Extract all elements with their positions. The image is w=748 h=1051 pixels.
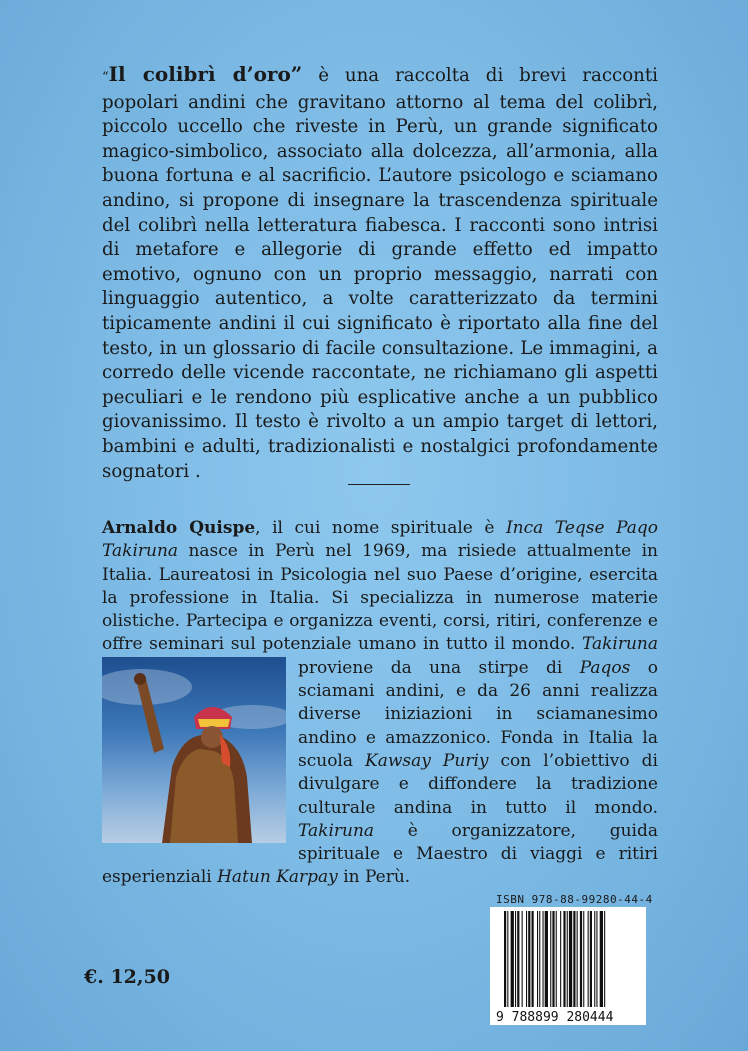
- barcode-bar: [504, 911, 506, 1007]
- barcode-bar: [545, 911, 548, 1007]
- barcode-bar: [569, 911, 572, 1007]
- barcode-bar: [577, 911, 578, 1007]
- barcode-bar: [528, 911, 530, 1007]
- author-photo-figure: [102, 657, 286, 843]
- barcode-bars: [490, 907, 646, 1025]
- barcode-bar: [537, 911, 538, 1007]
- spiritual-name: Inca Teqse Paqo Takiruna: [102, 518, 658, 562]
- barcode-bar: [539, 911, 540, 1007]
- book-title: Il colibrì d’oro”: [108, 62, 303, 86]
- trips-name: Hatun Karpay: [217, 867, 338, 888]
- bio-text: , il cui nome spirituale è: [255, 518, 506, 538]
- bio-text: proviene da una stirpe di: [298, 657, 580, 678]
- barcode-bar: [543, 911, 544, 1007]
- barcode: [490, 907, 646, 1025]
- barcode-digits: 9 788899 280444: [496, 1010, 614, 1025]
- blurb-text: è una raccolta di brevi racconti popolari andini che gravitano attorno al tema del colibrì, piccolo uccello che riveste in Perù, un grande significato magico-simbolico, associato alla dolcezza, all’armonia, alla buona fortuna e al sacrificio. L’autore psicologo e sciamano andino, si propone di insegnare la trascendenza spirituale del colibrì nella letteratura fiabesca. I racconti sono intrisi di metafore e allegorie di grande effetto ed impatto emotivo, ognuno con un proprio messaggio, narrati con linguaggio autentico, a volte caratterizzato da termini tipicamente andini il cui significato è riportato alla fine del testo, in un glossario di facile consultazione. Le immagini, a corredo delle vicende raccontate, ne richiamano gli aspetti peculiari e le rendono più esplicative anche a un pubblico giovanissimo. Il testo è rivolto a un ampio target di lettori, bambini e adulti, tradizionalisti e nostalgici profondamente sognatori .: [102, 65, 658, 482]
- paqos-term: Paqos: [579, 657, 631, 678]
- bio-text: in Perù.: [337, 867, 411, 888]
- barcode-bar: [594, 911, 595, 1007]
- barcode-bar: [600, 911, 603, 1007]
- school-name: Kawsay Puriy: [365, 750, 489, 771]
- open-quote: “: [102, 70, 109, 85]
- takiruna-name: Takiruna: [581, 634, 658, 655]
- barcode-bar: [588, 911, 589, 1007]
- book-blurb: [102, 62, 658, 484]
- barcode-bar: [511, 911, 514, 1007]
- barcode-bar: [556, 911, 557, 1007]
- author-bio: [102, 517, 658, 890]
- barcode-bar: [596, 911, 597, 1007]
- barcode-bar: [550, 911, 551, 1007]
- bio-text: o sciamani andini, e da 26 anni realizza diverse iniziazioni in sciamanesimo andino e amazzonico. Fonda in Italia la scuola: [298, 657, 658, 771]
- barcode-bar: [567, 911, 568, 1007]
- barcode-bar: [532, 911, 534, 1007]
- barcode-bar: [604, 911, 605, 1007]
- takiruna-name: Takiruna: [298, 820, 375, 841]
- price-label: €. 12,50: [84, 966, 170, 988]
- bio-text: con l’obiettivo di divulgare e diffondere la tradizione culturale andina in tutto il mondo.: [298, 750, 658, 818]
- barcode-bar: [563, 911, 565, 1007]
- author-photo: [102, 657, 286, 843]
- barcode-bar: [515, 911, 516, 1007]
- barcode-bar: [507, 911, 508, 1007]
- section-divider: [348, 484, 410, 485]
- barcode-bar: [573, 911, 575, 1007]
- barcode-bar: [590, 911, 592, 1007]
- barcode-bar: [580, 911, 582, 1007]
- barcode-bar: [522, 911, 523, 1007]
- barcode-bar: [560, 911, 561, 1007]
- barcode-bar: [526, 911, 527, 1007]
- barcode-bar: [517, 911, 519, 1007]
- isbn-label: ISBN 978-88-99280-44-4: [496, 893, 653, 906]
- barcode-bar: [583, 911, 584, 1007]
- bio-text: è organizzatore, guida spirituale e Maestro di viaggi e ritiri esperienziali: [102, 820, 658, 888]
- barcode-bar: [552, 911, 554, 1007]
- bio-text: nasce in Perù nel 1969, ma risiede attualmente in Italia. Laureatosi in Psicologia nel suo Paese d’origine, esercita la professione in Italia. Si specializza in numerose materie olistiche. Partecipa e organizza eventi, corsi, ritiri, conferenze e offre seminari sul potenziale umano in tutto il mondo.: [102, 541, 658, 655]
- author-name: Arnaldo Quispe: [102, 518, 256, 538]
